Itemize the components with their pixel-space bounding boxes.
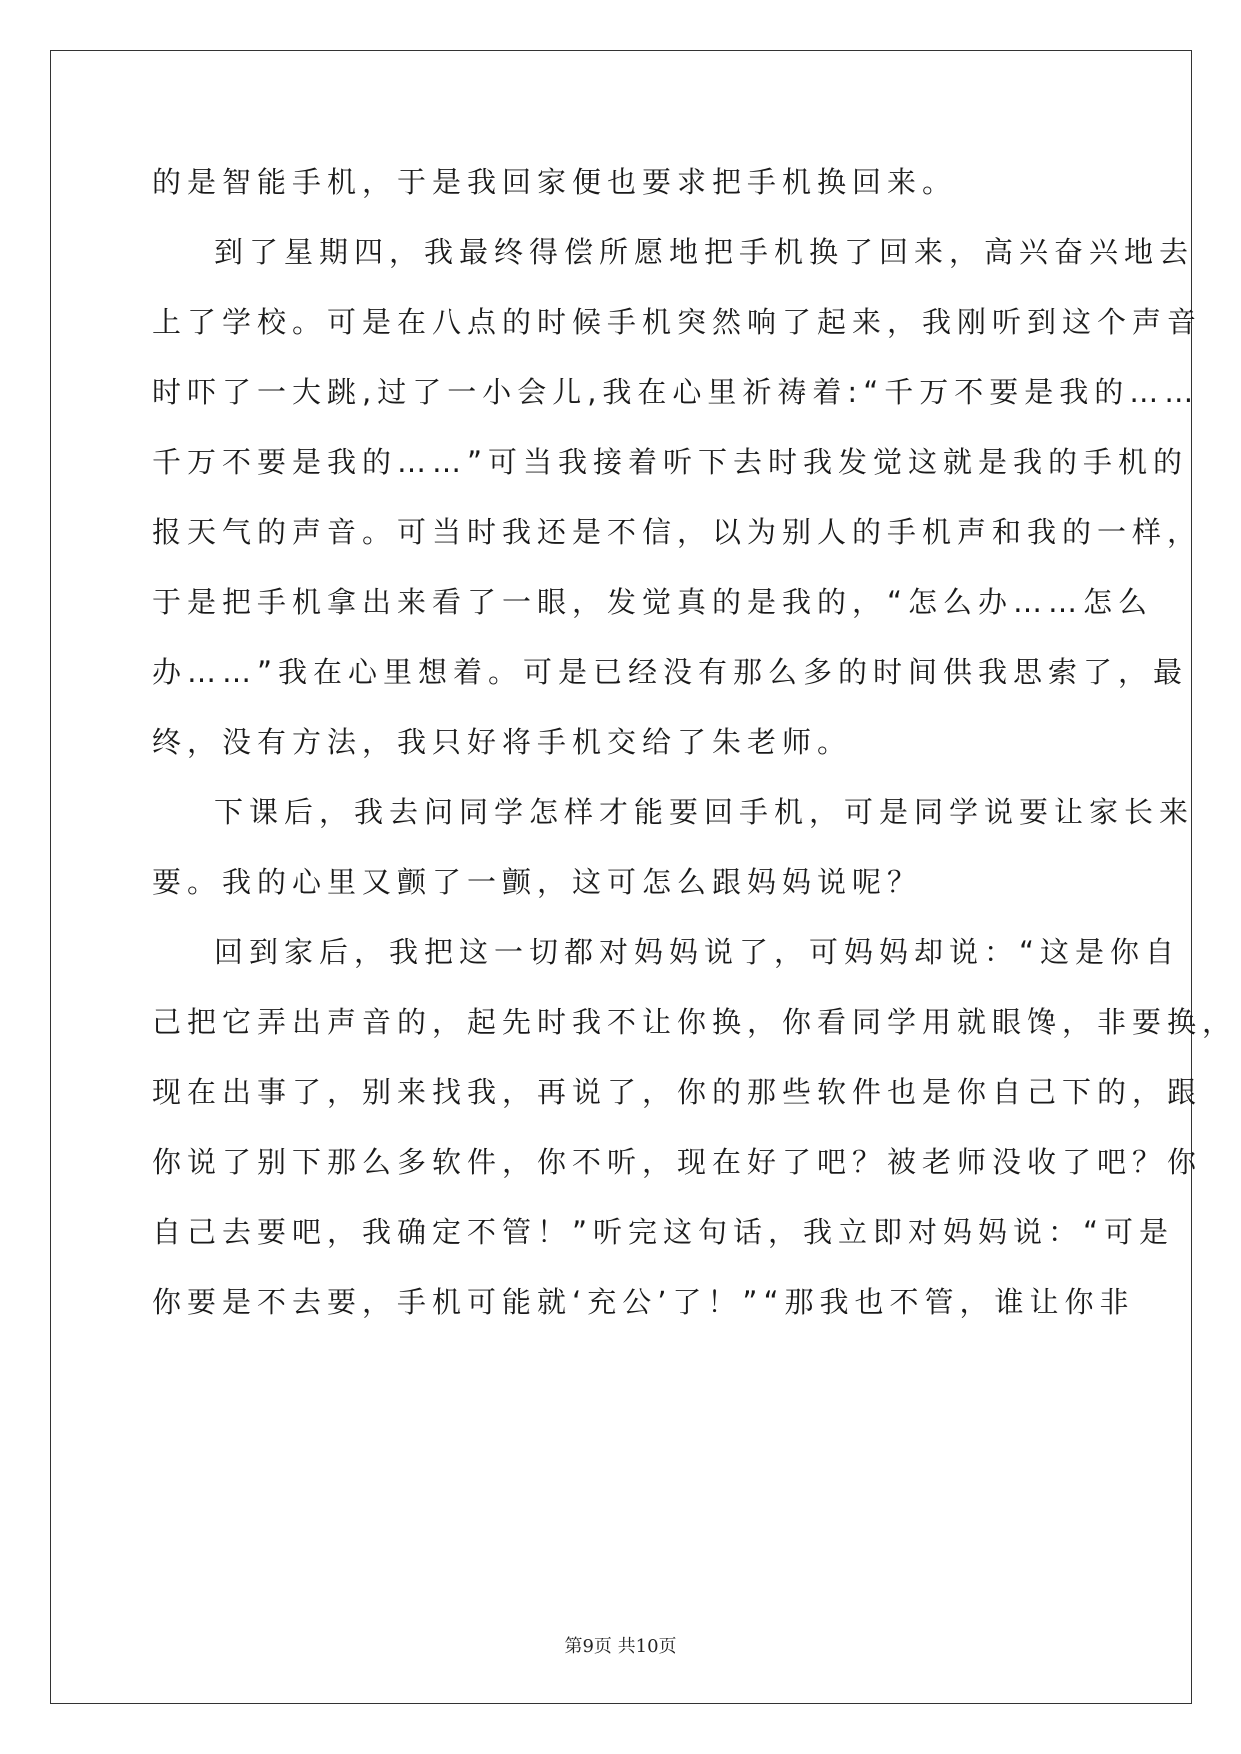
paragraph-start-line: 下课后，我去问同学怎样才能要回手机，可是同学说要让家长来 [214,795,1195,829]
text-line: 千万不要是我的……”可当我接着听下去时我发觉这就是我的手机的 [152,445,1189,479]
text-line: 终，没有方法，我只好将手机交给了朱老师。 [152,725,853,759]
text-line: 你说了别下那么多软件，你不听，现在好了吧？被老师没收了吧？你 [152,1145,1203,1179]
text-line: 时吓了一大跳,过了一小会儿,我在心里祈祷着:“千万不要是我的…… [152,375,1200,409]
text-line: 报天气的声音。可当时我还是不信，以为别人的手机声和我的一样， [152,515,1203,549]
paragraph-start-line: 到了星期四，我最终得偿所愿地把手机换了回来，高兴奋兴地去 [214,235,1195,269]
text-line: 己把它弄出声音的，起先时我不让你换，你看同学用就眼馋，非要换， [152,1005,1238,1039]
text-line: 办……”我在心里想着。可是已经没有那么多的时间供我思索了，最 [152,655,1189,689]
paragraph-start-line: 回到家后，我把这一切都对妈妈说了，可妈妈却说：“这是你自 [214,935,1181,969]
text-line: 要。我的心里又颤了一颤，这可怎么跟妈妈说呢？ [152,865,923,899]
text-line: 上了学校。可是在八点的时候手机突然响了起来，我刚听到这个声音 [152,305,1203,339]
text-line: 自己去要吧，我确定不管！”听完这句话，我立即对妈妈说：“可是 [152,1215,1175,1249]
page-number: 第9页 共10页 [564,1636,677,1657]
text-line: 于是把手机拿出来看了一眼，发觉真的是我的，“怎么办……怎么 [152,585,1154,619]
text-line: 你要是不去要，手机可能就‘充公’了！”“那我也不管，谁让你非 [152,1285,1135,1319]
text-line: 的是智能手机，于是我回家便也要求把手机换回来。 [152,165,958,199]
text-line: 现在出事了，别来找我，再说了，你的那些软件也是你自己下的，跟 [152,1075,1203,1109]
